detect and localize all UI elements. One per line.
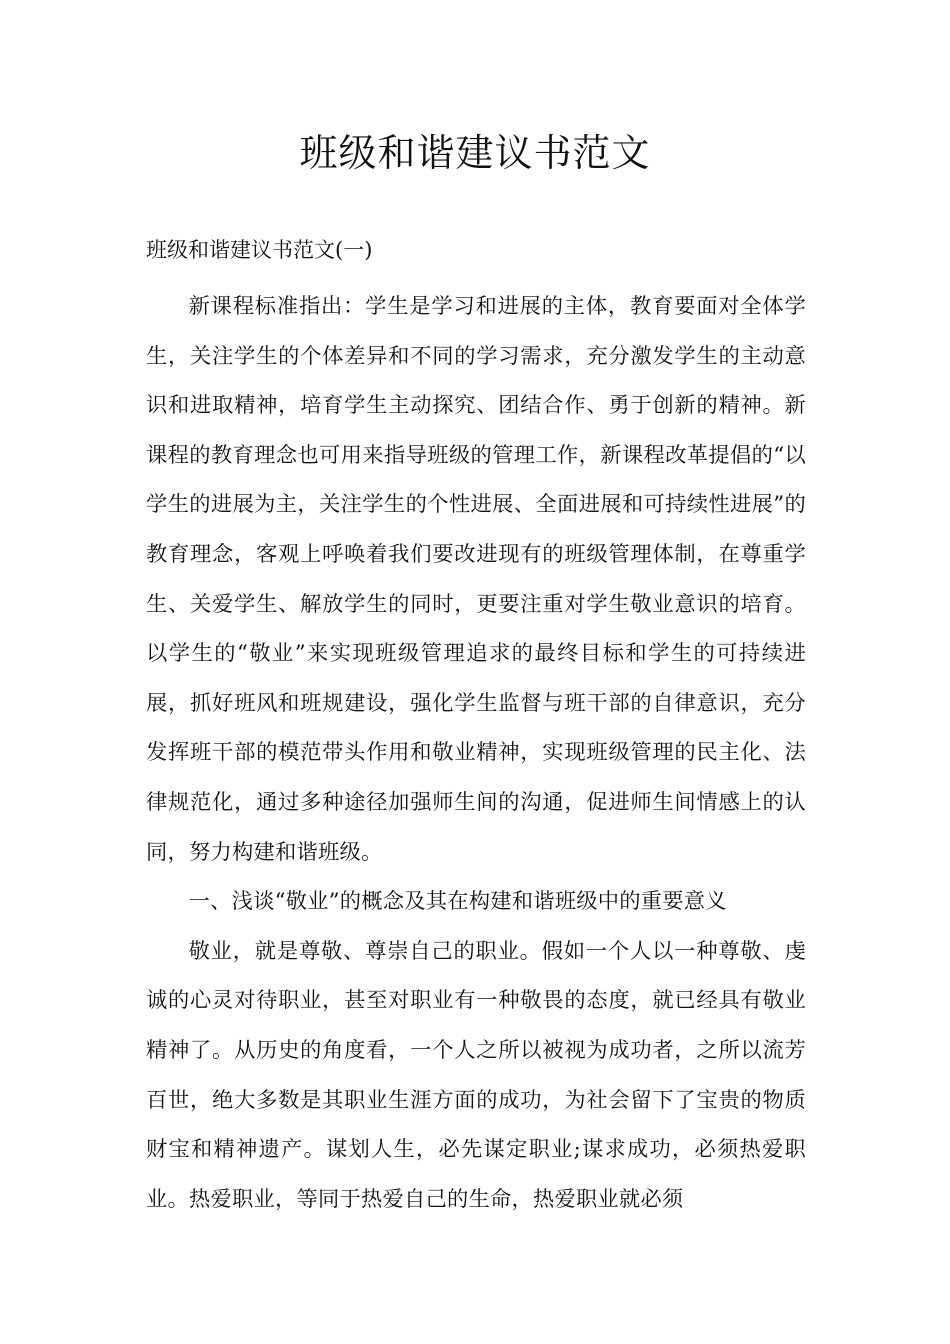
section-subheading: 班级和谐建议书范文(一) <box>146 238 373 262</box>
paragraph-jingye: 敬业，就是尊敬、尊崇自己的职业。假如一个人以一种尊敬、虔诚的心灵对待职业，甚至对职业有一种敬畏的态度，就已经具有敬业精神了。从历史的角度看，一个人之所以被视为成功者，之所以流芳百世，绝大多数是其职业生涯方面的成功，为社会留下了宝贵的物质财宝和精神遗产。谋划人生，必先谋定职业;谋求成功，必须热爱职业。热爱职业，等同于热爱自己的生命，热爱职业就必须 <box>146 938 806 1212</box>
paragraph-intro: 新课程标准指出：学生是学习和进展的主体，教育要面对全体学生，关注学生的个体差异和不同的学习需求，充分激发学生的主动意识和进取精神，培育学生主动探究、团结合作、勇于创新的精神。新课程的教育理念也可用来指导班级的管理工作，新课程改革提倡的“以学生的进展为主，关注学生的个性进展、全面进展和可持续性进展”的教育理念，客观上呼唤着我们要改进现有的班级管理体制，在尊重学生、关爱学生、解放学生的同时，更要注重对学生敬业意识的培育。以学生的“敬业”来实现班级管理追求的最终目标和学生的可持续进展，抓好班风和班规建设，强化学生监督与班干部的自律意识，充分发挥班干部的模范带头作用和敬业精神，实现班级管理的民主化、法律规范化，通过多种途径加强师生间的沟通，促进师生间情感上的认同，努力构建和谐班级。 <box>146 294 806 865</box>
document-body <box>146 232 806 1224</box>
section-heading-1: 一、浅谈“敬业”的概念及其在构建和谐班级中的重要意义 <box>188 889 727 915</box>
page-title: 班级和谐建议书范文 <box>299 131 651 175</box>
